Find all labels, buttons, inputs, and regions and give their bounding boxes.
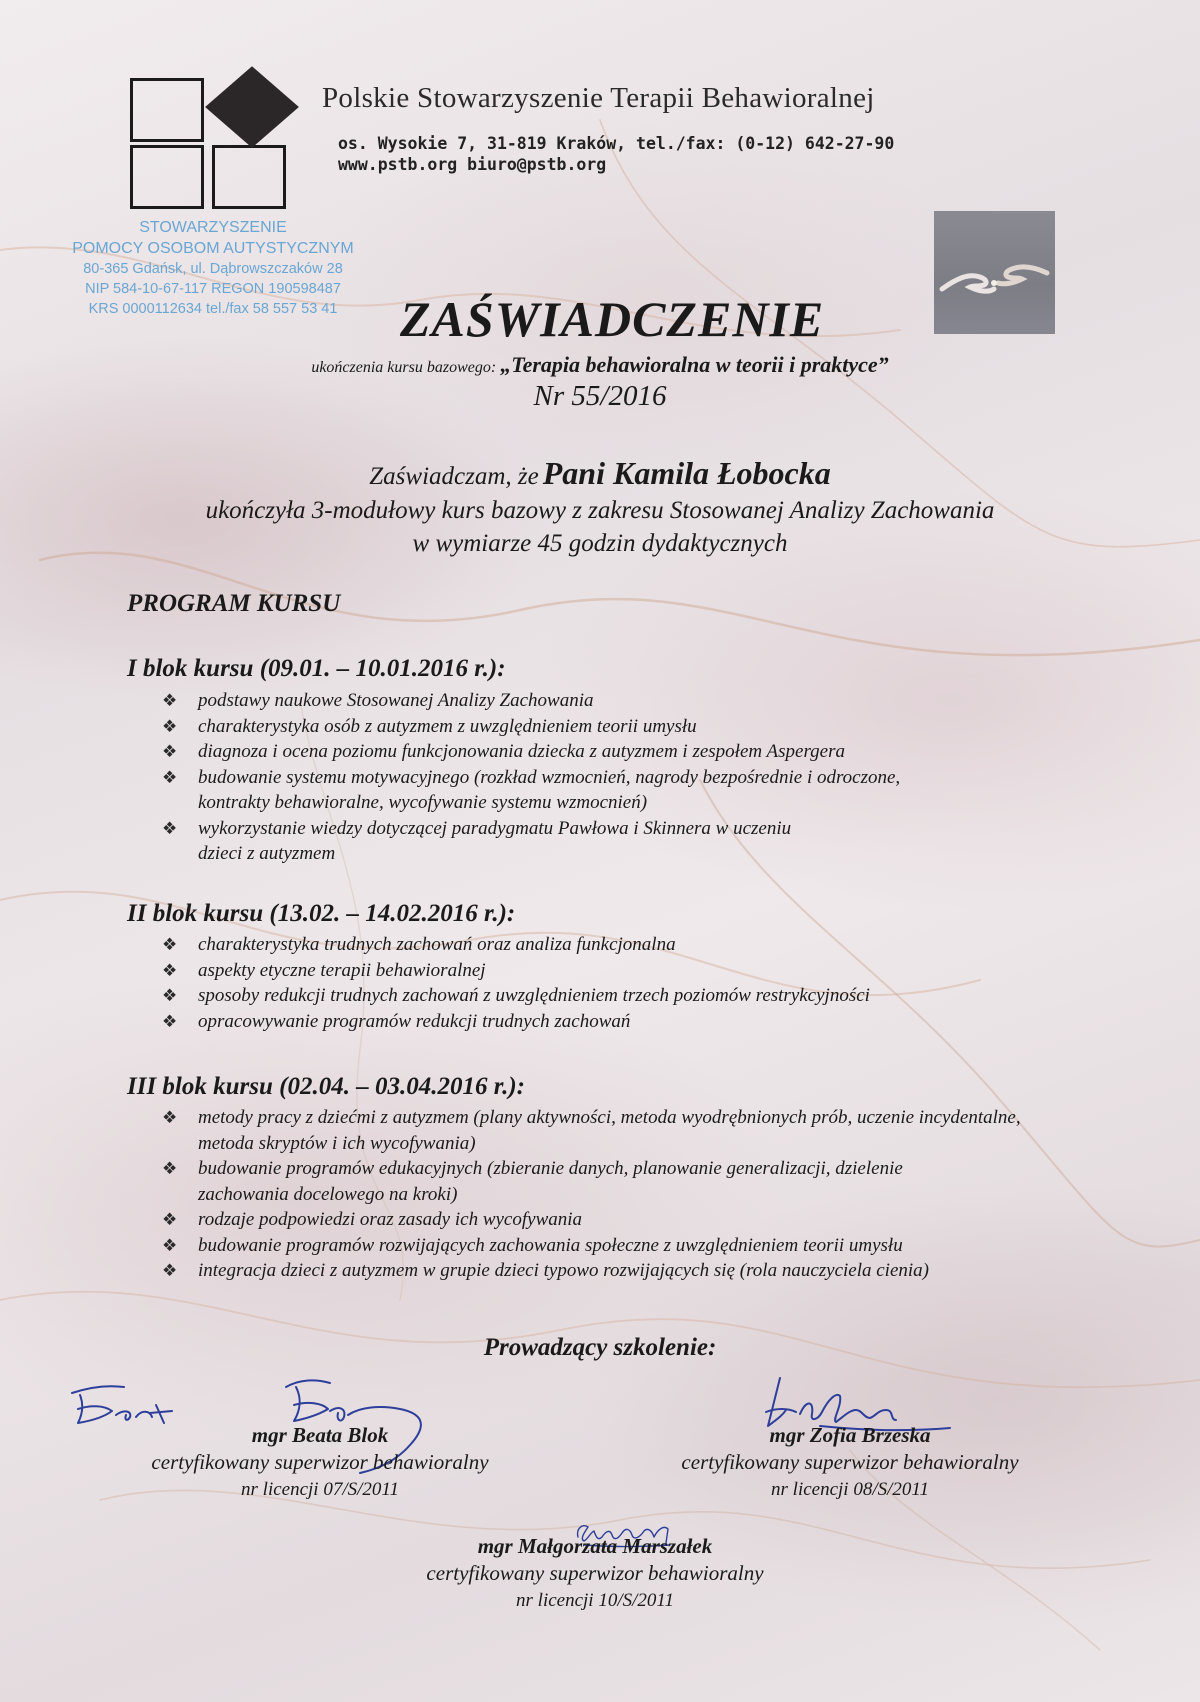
- list-item: ❖ budowanie programów rozwijających zachowania społeczne z uwzględnieniem teorii umysłu: [162, 1233, 1042, 1259]
- instructors-heading: Prowadzący szkolenie:: [483, 1334, 717, 1361]
- instructor-license: nr licencji 08/S/2011: [771, 1479, 929, 1500]
- logo-square-bottom-right: [212, 145, 286, 209]
- block-2-list: [162, 932, 1042, 1034]
- list-item: ❖ integracja dzieci z autyzmem w grupie dzieci typowo rozwijających się (rola nauczyciela cienia): [162, 1258, 1038, 1284]
- course-name: „Terapia behawioralna w teorii i praktyce”: [500, 352, 889, 377]
- instructor-role: certyfikowany superwizor behawioralny: [426, 1561, 764, 1585]
- organization-contact: [338, 133, 894, 175]
- instructor-role: certyfikowany superwizor behawioralny: [681, 1450, 1019, 1474]
- association-stamp: [48, 217, 378, 319]
- instructor-name: mgr Beata Blok: [251, 1423, 389, 1447]
- instructor-3: [365, 1533, 825, 1614]
- instructor-name: mgr Zofia Brzeska: [769, 1423, 931, 1447]
- certificate-title: ZAŚWIADCZENIE: [400, 291, 825, 347]
- instructor-name: mgr Małgorzata Marszałek: [477, 1534, 713, 1558]
- block-3-list: [162, 1105, 1042, 1284]
- list-item: ❖ rodzaje podpowiedzi oraz zasady ich wycofywania: [162, 1207, 1042, 1233]
- list-item: ❖ budowanie systemu motywacyjnego (rozkład wzmocnień, nagrody bezpośrednie i odroczone, kontrakty behawioralne, wycofywanie systemu wzmocnień): [162, 765, 918, 816]
- list-item: ❖ sposoby redukcji trudnych zachowań z uwzględnieniem trzech poziomów restrykcyjności: [162, 983, 1042, 1009]
- stamp-line-5: KRS 0000112634 tel./fax 58 557 53 41: [88, 301, 338, 317]
- list-item: ❖ charakterystyka trudnych zachowań oraz analiza funkcjonalna: [162, 932, 1042, 958]
- list-item: ❖ charakterystyka osób z autyzmem z uwzględnieniem teorii umysłu: [162, 714, 1042, 740]
- instructor-role: certyfikowany superwizor behawioralny: [151, 1450, 489, 1474]
- organization-address: os. Wysokie 7, 31-819 Kraków, tel./fax: (0-12) 642-27-90: [338, 134, 895, 153]
- hands-photo: [934, 211, 1055, 334]
- certify-lead: Zaświadczam, że: [369, 463, 539, 490]
- list-item: ❖ budowanie programów edukacyjnych (zbieranie danych, planowanie generalizacji, dzielenie zachowania docelowego na kroki): [162, 1156, 978, 1207]
- block-1-list: [162, 688, 1042, 867]
- list-item: ❖ podstawy naukowe Stosowanej Analizy Zachowania: [162, 688, 1042, 714]
- stamp-line-4: NIP 584-10-67-117 REGON 190598487: [85, 281, 341, 297]
- stamp-line-1: STOWARZYSZENIE: [139, 219, 287, 236]
- logo-square-top-left: [130, 78, 204, 142]
- logo-square-bottom-left: [130, 145, 204, 209]
- block-3-heading: III blok kursu (02.04. – 03.04.2016 r.):: [127, 1073, 525, 1100]
- instructor-1: [100, 1422, 540, 1503]
- stamp-line-2: POMOCY OSOBOM AUTYSTYCZNYM: [72, 240, 354, 257]
- list-item: ❖ metody pracy z dziećmi z autyzmem (plany aktywności, metoda wyodrębnionych prób, uczenie incydentalne, metoda skryptów i ich wycofywania): [162, 1105, 1042, 1156]
- certificate-number: Nr 55/2016: [533, 380, 667, 412]
- block-2-heading: II blok kursu (13.02. – 14.02.2016 r.):: [127, 900, 516, 927]
- instructor-license: nr licencji 10/S/2011: [516, 1590, 674, 1611]
- instructor-2: [630, 1422, 1070, 1503]
- organization-name: Polskie Stowarzyszenie Terapii Behawioralnej: [322, 82, 875, 114]
- logo-diamond: [205, 66, 299, 148]
- stamp-line-3: 80-365 Gdańsk, ul. Dąbrowszczaków 28: [83, 261, 343, 277]
- block-1-heading: I blok kursu (09.01. – 10.01.2016 r.):: [127, 655, 506, 682]
- subtitle-lead: ukończenia kursu bazowego:: [311, 359, 497, 376]
- certify-line: [0, 455, 1200, 492]
- organization-web: www.pstb.org biuro@pstb.org: [338, 155, 607, 174]
- certificate-subtitle: [0, 352, 1200, 378]
- list-item: ❖ aspekty etyczne terapii behawioralnej: [162, 958, 1042, 984]
- list-item: ❖ opracowywanie programów redukcji trudnych zachowań: [162, 1009, 1042, 1035]
- list-item: ❖ diagnoza i ocena poziomu funkcjonowania dziecka z autyzmem i zespołem Aspergera: [162, 739, 1042, 765]
- instructor-license: nr licencji 07/S/2011: [241, 1479, 399, 1500]
- completion-statement: ukończyła 3-modułowy kurs bazowy z zakresu Stosowanej Analizy Zachowania: [205, 497, 995, 524]
- hands-icon: [934, 211, 1055, 334]
- list-item: ❖ wykorzystanie wiedzy dotyczącej paradygmatu Pawłowa i Skinnera w uczeniu dzieci z autyzmem: [162, 816, 838, 867]
- recipient-name: Pani Kamila Łobocka: [542, 455, 831, 491]
- hours-statement: w wymiarze 45 godzin dydaktycznych: [412, 530, 788, 557]
- program-heading: PROGRAM KURSU: [127, 590, 341, 617]
